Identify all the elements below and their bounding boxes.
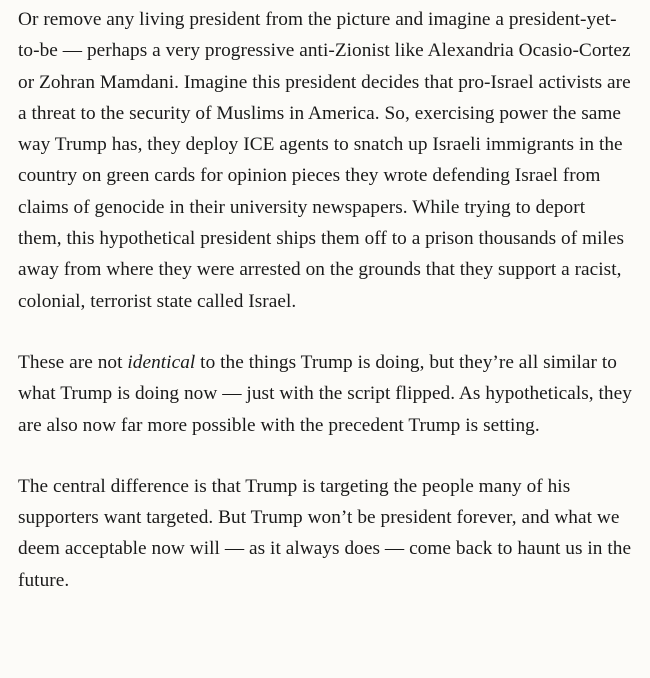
paragraph-text-after-emphasis: to the things Trump is doing, but they’re all similar to what Trump is doing now — just with the script flipped. As hypotheticals, they are also now far more possible with the precedent Trump is setting. [18,351,632,436]
emphasis-identical: identical [127,351,196,373]
paragraph-central-difference: The central difference is that Trump is targeting the people many of his supporters want targeted. But Trump won’t be president forever, and what we deem acceptable now will — as it always does — come back to haunt us in the future. [18,475,632,591]
paragraph-not-identical [18,347,632,441]
paragraph-hypothetical-president: Or remove any living president from the picture and imagine a president-yet-to-be — perhaps a very progressive anti-Zionist like Alexandria Ocasio-Cortez or Zohran Mamdani. Imagine this president decides that pro-Israel activists are a threat to the security of Muslims in America. So, exercising power the same way Trump has, they deploy ICE agents to snatch up Israeli immigrants in the country on green cards for opinion pieces they wrote defending Israel from claims of genocide in their university newspapers. While trying to deport them, this hypothetical president ships them off to a prison thousands of miles away from where they were arrested on the grounds that they support a racist, colonial, terrorist state called Israel. [18,9,631,312]
paragraph-text-before-emphasis: These are not [18,351,128,373]
